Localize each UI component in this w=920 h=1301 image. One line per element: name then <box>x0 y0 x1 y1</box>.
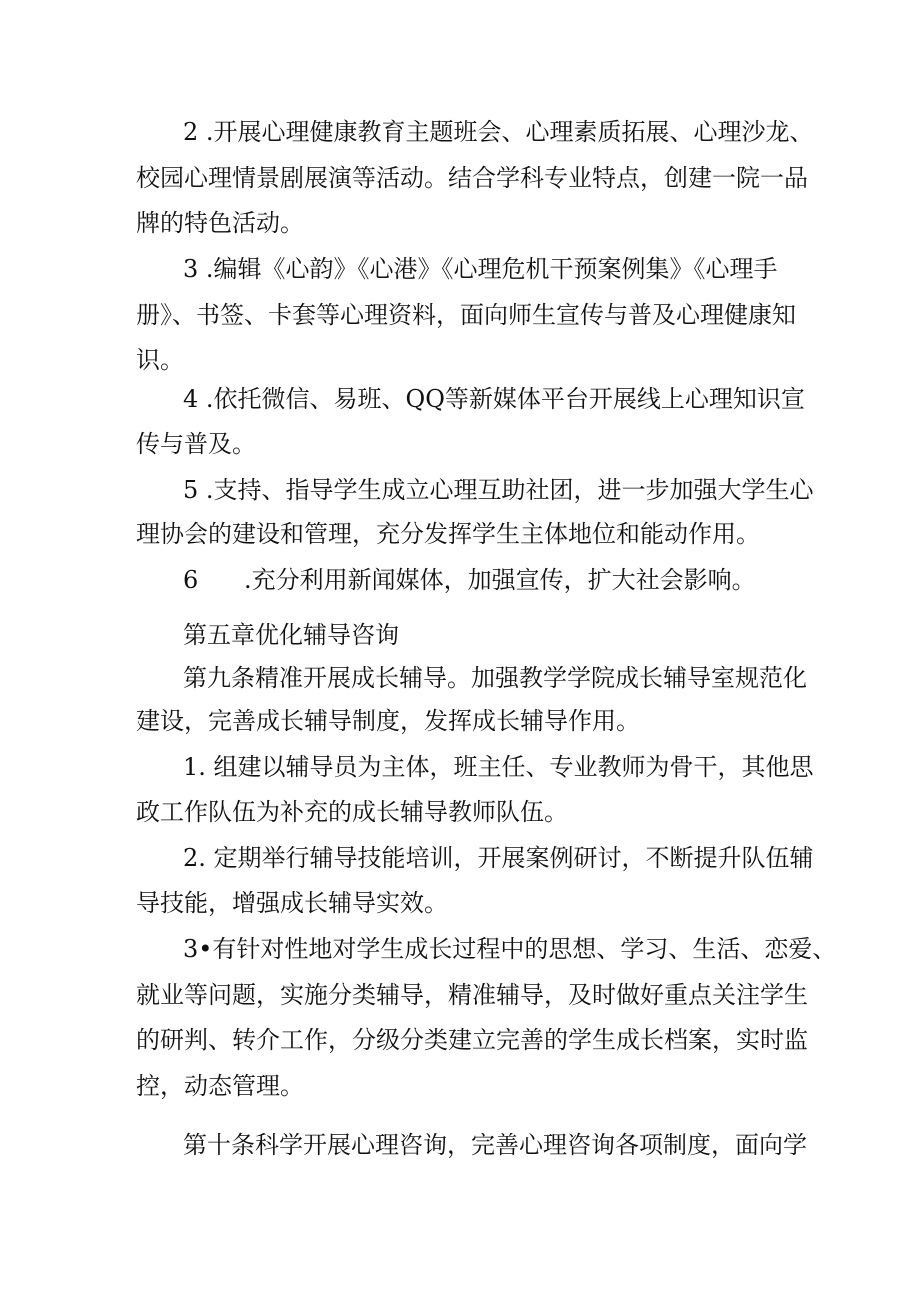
paragraph-line: 3•有针对性地对学生成长过程中的思想、学习、生活、恋爱、 <box>183 935 837 963</box>
paragraph-line: 识。 <box>136 346 184 374</box>
paragraph-line: 第九条精准开展成长辅导。加强教学学院成长辅导室规范化 <box>183 664 807 692</box>
paragraph-line: 牌的特色活动。 <box>136 209 304 237</box>
paragraph-line: 2. 定期举行辅导技能培训，开展案例研讨，不断提升队伍辅 <box>183 844 814 872</box>
paragraph-line: 第十条科学开展心理咨询，完善心理咨询各项制度，面向学 <box>183 1131 807 1159</box>
paragraph-line: 就业等问题，实施分类辅导，精准辅导，及时做好重点关注学生 <box>136 981 808 1009</box>
paragraph-line: 导技能，增强成长辅导实效。 <box>136 889 448 917</box>
paragraph-line: 4 .依托微信、易班、QQ等新媒体平台开展线上心理知识宣 <box>183 385 805 413</box>
paragraph-line: 3 .编辑《心韵》《心港》《心理危机干预案例集》《心理手 <box>183 255 778 283</box>
paragraph-line: 传与普及。 <box>136 430 256 458</box>
chapter-heading: 第五章优化辅导咨询 <box>183 621 399 649</box>
paragraph-line: 1. 组建以辅导员为主体，班主任、专业教师为骨干，其他思 <box>183 753 814 781</box>
paragraph-line: 的研判、转介工作，分级分类建立完善的学生成长档案，实时监 <box>136 1026 808 1054</box>
paragraph-line: 政工作队伍为补充的成长辅导教师队伍。 <box>136 798 568 826</box>
paragraph-line: 校园心理情景剧展演等活动。结合学科专业特点，创建一院一品 <box>136 164 808 192</box>
paragraph-line: 建设，完善成长辅导制度，发挥成长辅导作用。 <box>136 707 640 735</box>
paragraph-line: 5 .支持、指导学生成立心理互助社团，进一步加强大学生心 <box>183 476 814 504</box>
paragraph-line: 理协会的建设和管理，充分发挥学生主体地位和能动作用。 <box>136 520 760 548</box>
paragraph-line: 控，动态管理。 <box>136 1072 304 1100</box>
paragraph-line: 6 .充分利用新闻媒体，加强宣传，扩大社会影响。 <box>183 566 756 594</box>
paragraph-line: 册》、书签、卡套等心理资料，面向师生宣传与普及心理健康知 <box>136 301 796 329</box>
paragraph-line: 2 .开展心理健康教育主题班会、心理素质拓展、心理沙龙、 <box>183 118 814 146</box>
